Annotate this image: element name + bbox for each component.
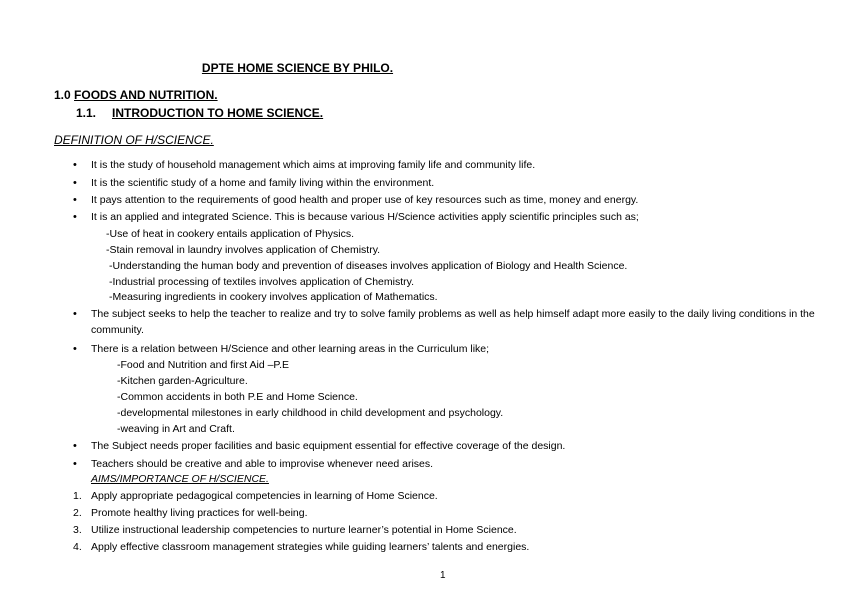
aim-number: 3. <box>73 524 82 536</box>
list-item-text: The Subject needs proper facilities and basic equipment essential for effective coverage of the design. <box>91 440 566 452</box>
list-item <box>73 306 826 338</box>
aim-item <box>73 505 308 521</box>
bullet-icon: • <box>73 194 77 206</box>
relation-item: -Kitchen garden-Agriculture. <box>117 375 248 387</box>
subsection-number: 1.1. <box>76 106 97 120</box>
list-item-text: The subject seeks to help the teacher to realize and try to solve family problems as well as help himself adapt more easily to the daily living conditions in the community. <box>91 308 815 336</box>
bullet-icon: • <box>73 211 77 223</box>
relation-item: -Common accidents in both P.E and Home Science. <box>117 391 358 403</box>
relation-item: -weaving in Art and Craft. <box>117 423 235 435</box>
aim-item <box>73 488 438 504</box>
principle-item: -Industrial processing of textiles involves application of Chemistry. <box>109 276 415 288</box>
list-item <box>73 438 566 454</box>
list-item-text: It is the scientific study of a home and family living within the environment. <box>91 177 435 189</box>
definition-heading: DEFINITION OF H/SCIENCE. <box>54 133 214 147</box>
list-item-text: It is the study of household management which aims at improving family life and community life. <box>91 159 536 171</box>
aim-item <box>73 522 517 538</box>
bullet-icon: • <box>73 440 77 452</box>
list-item <box>73 192 639 208</box>
principle-item: -Stain removal in laundry involves application of Chemistry. <box>106 244 381 256</box>
subsection-title: INTRODUCTION TO HOME SCIENCE. <box>112 106 324 120</box>
bullet-icon: • <box>73 159 77 171</box>
bullet-icon: • <box>73 308 77 320</box>
relation-item: -Food and Nutrition and first Aid –P.E <box>117 359 289 371</box>
aim-text: Apply appropriate pedagogical competencies in learning of Home Science. <box>91 490 438 502</box>
list-item-text: Teachers should be creative and able to improvise whenever need arises. <box>91 458 434 470</box>
aim-text: Promote healthy living practices for well-being. <box>91 507 308 519</box>
bullet-icon: • <box>73 458 77 470</box>
list-item <box>73 341 490 357</box>
aim-number: 2. <box>73 507 82 519</box>
page-number: 1 <box>440 570 446 581</box>
bullet-icon: • <box>73 177 77 189</box>
aims-heading: AIMS/IMPORTANCE OF H/SCIENCE. <box>91 473 269 485</box>
principle-item: -Use of heat in cookery entails application of Physics. <box>106 228 355 240</box>
section-title: FOODS AND NUTRITION. <box>74 88 218 102</box>
relation-item: -developmental milestones in early childhood in child development and psychology. <box>117 407 504 419</box>
aim-item <box>73 539 530 555</box>
list-item-text: It is an applied and integrated Science. This is because various H/Science activities apply scientific principles such as; <box>91 211 639 223</box>
list-item <box>73 456 434 472</box>
list-item-text: There is a relation between H/Science and other learning areas in the Curriculum like; <box>91 343 490 355</box>
document-title: DPTE HOME SCIENCE BY PHILO. <box>201 61 394 75</box>
list-item <box>73 209 639 225</box>
aim-number: 4. <box>73 541 82 553</box>
section-heading <box>54 88 218 102</box>
subsection-heading <box>76 106 323 120</box>
aim-text: Utilize instructional leadership competencies to nurture learner’s potential in Home Science. <box>91 524 517 536</box>
principle-item: -Understanding the human body and prevention of diseases involves application of Biology and Health Science. <box>109 260 628 272</box>
list-item <box>73 175 435 191</box>
aim-number: 1. <box>73 490 82 502</box>
list-item <box>73 157 536 173</box>
aim-text: Apply effective classroom management strategies while guiding learners’ talents and energies. <box>91 541 530 553</box>
section-number: 1.0 <box>54 88 71 102</box>
principle-item: -Measuring ingredients in cookery involves application of Mathematics. <box>109 291 438 303</box>
list-item-text: It pays attention to the requirements of good health and proper use of key resources such as time, money and energy. <box>91 194 639 206</box>
bullet-icon: • <box>73 343 77 355</box>
